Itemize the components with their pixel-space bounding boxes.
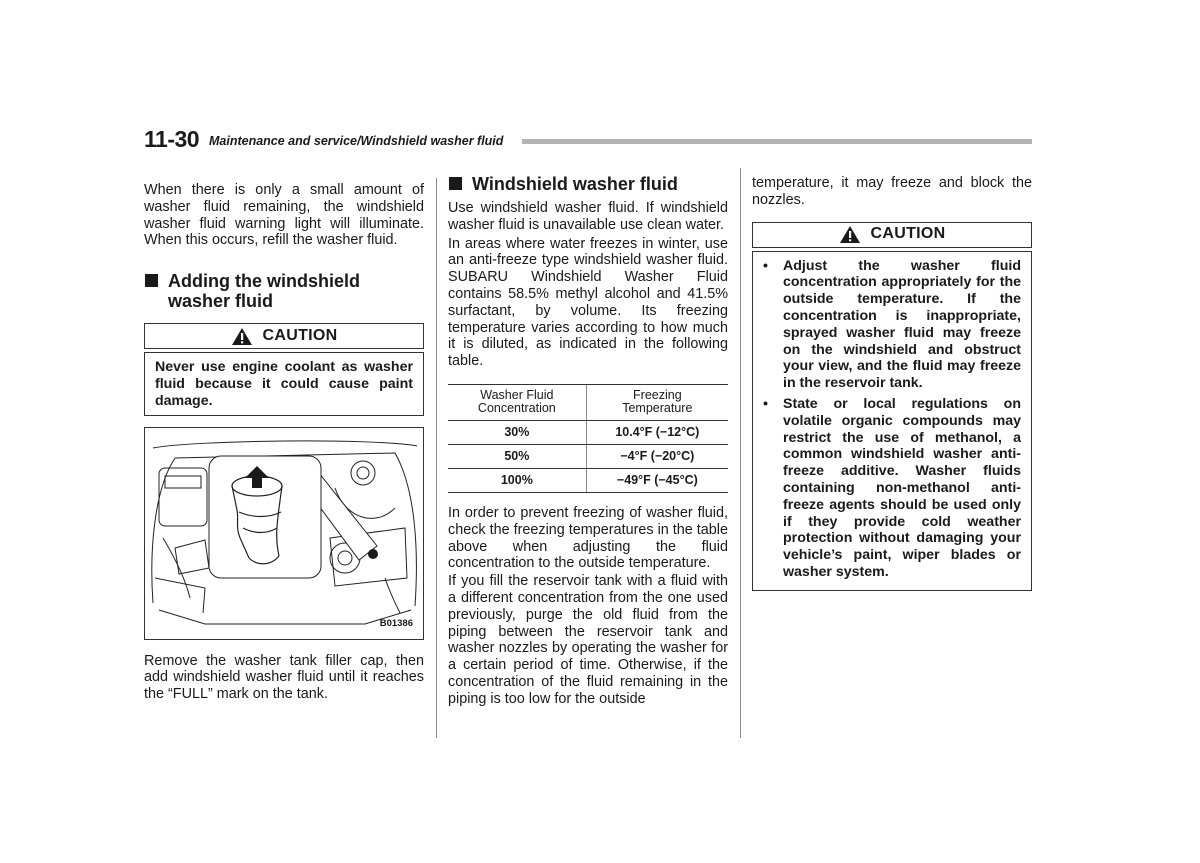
- heading-text: Windshield washer fluid: [472, 174, 678, 194]
- caution-bullet: • Adjust the washer fluid concentration appropriately for the outside temperature. If the concentration is inappropriate, sprayed washer fluid may freeze on the windshield and obstruct your view, and the fluid may freeze in the reservoir tank.: [763, 258, 1021, 392]
- section-title: Maintenance and service/Windshield washer fluid: [209, 134, 504, 148]
- caution-text: Never use engine coolant as washer fluid because it could cause paint damage.: [144, 352, 424, 415]
- square-bullet-icon: [449, 177, 462, 190]
- heading-line: washer fluid: [168, 291, 274, 312]
- figure-code: B01386: [379, 617, 413, 629]
- table-row: [448, 444, 728, 468]
- header-rule: [522, 139, 1032, 144]
- warning-triangle-icon: [839, 225, 861, 244]
- caution-label: CAUTION: [262, 326, 338, 344]
- table-header-temperature: Freezing Temperature: [586, 384, 728, 420]
- temperature-cell: −49°F (−45°C): [586, 468, 728, 492]
- paragraph: If you fill the reservoir tank with a fluid with a different concentration from the one used previously, purge the old fluid from the piping between the reservoir tank and washer nozzles by operating the washer for a certain period of time. Otherwise, if the concentration of the fluid remaining in the piping is too low for the outside: [448, 573, 728, 707]
- caution-bullet: • State or local regulations on volatile organic compounds may restrict the use of methanol, a common windshield washer anti-freeze additive. Washer fluids containing non-methanol anti-freeze agents should be used only if they provide cold weather protection without damaging your vehicle’s paint, wiper blades or washer system.: [763, 396, 1021, 581]
- heading-line: Adding the windshield: [168, 271, 360, 292]
- engine-bay-figure: [144, 427, 424, 640]
- caution-body: [752, 251, 1032, 591]
- paragraph: In order to prevent freezing of washer fluid, check the freezing temperatures in the table above when adjusting the fluid concentration to the outside temperature.: [448, 504, 728, 572]
- table-row: [448, 420, 728, 444]
- table-header-concentration: Washer Fluid Concentration: [448, 384, 586, 420]
- temperature-cell: 10.4°F (−12°C): [586, 420, 728, 444]
- caution-box: [144, 323, 424, 415]
- section-heading-washer-fluid: [448, 174, 728, 194]
- caution-label: CAUTION: [870, 225, 946, 243]
- column-1: [144, 182, 424, 703]
- freezing-temperature-table: [448, 384, 728, 493]
- engine-bay-illustration: [145, 428, 423, 637]
- caution-header: [144, 323, 424, 349]
- concentration-cell: 50%: [448, 444, 586, 468]
- column-divider: [740, 168, 741, 738]
- caution-bullet-list: [763, 258, 1021, 581]
- page-header: [144, 126, 1032, 156]
- after-figure-paragraph: Remove the washer tank filler cap, then add windshield washer fluid until it reaches the “FULL” mark on the tank.: [144, 652, 424, 703]
- concentration-cell: 30%: [448, 420, 586, 444]
- continuation-paragraph: temperature, it may freeze and block the nozzles.: [752, 175, 1032, 208]
- caution-header: [752, 222, 1032, 248]
- concentration-cell: 100%: [448, 468, 586, 492]
- column-2: [448, 174, 728, 708]
- column-divider: [436, 178, 437, 738]
- page-number: 11-30: [144, 126, 200, 152]
- paragraph: In areas where water freezes in winter, use an anti-freeze type windshield washer fluid. SUBARU Windshield Washer Fluid contains 58.5% methyl alcohol and 41.5% surfactant, by volume. Its freezing temperature varies according to how much it is diluted, as indicated in the following table.: [448, 235, 728, 370]
- section-heading-adding: [144, 271, 424, 311]
- column-3: [752, 175, 1032, 591]
- caution-box: [752, 222, 1032, 591]
- square-bullet-icon: [145, 274, 158, 287]
- table-row: [448, 468, 728, 492]
- temperature-cell: −4°F (−20°C): [586, 444, 728, 468]
- warning-triangle-icon: [231, 327, 253, 346]
- table-header-row: [448, 384, 728, 420]
- intro-paragraph: When there is only a small amount of washer fluid remaining, the windshield washer fluid warning light will illuminate. When this occurs, refill the washer fluid.: [144, 182, 424, 249]
- paragraph: Use windshield washer fluid. If windshield washer fluid is unavailable use clean water.: [448, 200, 728, 233]
